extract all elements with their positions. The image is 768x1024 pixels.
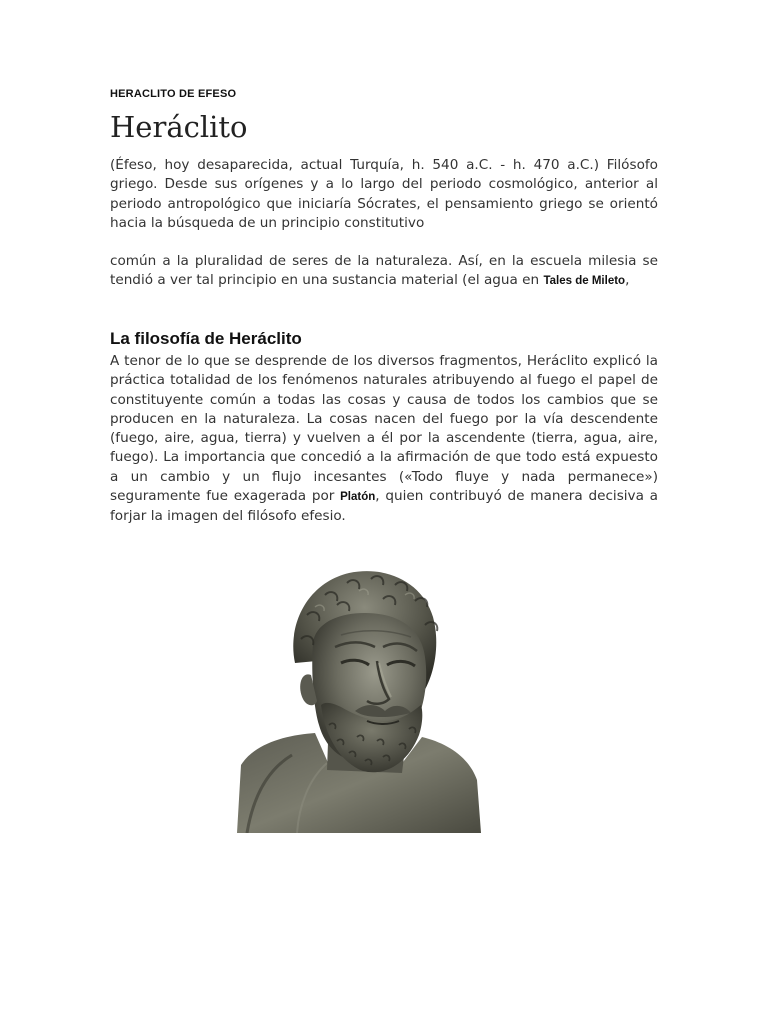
intro-paragraph-1: (Éfeso, hoy desaparecida, actual Turquía, h. 540 a.C. - h. 470 a.C.) Filósofo griego. Desde sus orígenes y a lo largo del periodo cosmológico, anterior al periodo antropológico que iniciaría Sócrates, el pensamiento griego se orientó hacia la búsqueda de un principio constitutivo (110, 157, 658, 231)
intro-paragraph-2-text: común a la pluralidad de seres de la naturaleza. Así, en la escuela milesia se tendió a ver tal principio en una sustancia material (el agua en (110, 253, 658, 289)
tales-de-mileto-link[interactable]: Tales de Mileto (543, 275, 626, 288)
intro-paragraph-2 (110, 252, 658, 292)
intro-paragraph-2-end: , (625, 272, 630, 289)
section-paragraph (110, 352, 658, 527)
heraclitus-bust-image (237, 565, 481, 833)
document-label: HERACLITO DE EFESO (110, 88, 237, 100)
platon-link[interactable]: Platón (340, 491, 376, 504)
section-heading: La filosofía de Heráclito (110, 329, 302, 348)
section-paragraph-text: A tenor de lo que se desprende de los diversos fragmentos, Heráclito explicó la práctica totalidad de los fenómenos naturales atribuyendo al fuego el papel de constituyente común a todas las cosas y causa de todos los cambios que se producen en la naturaleza. La cosas nacen del fuego por la vía descendente (fuego, aire, agua, tierra) y vuelven a él por la ascendente (tierra, agua, aire, fuego). La importancia que concedió a la afirmación de que todo está expuesto a un cambio y un flujo incesantes («Todo fluye y nada permanece») seguramente fue exagerada por (110, 353, 658, 505)
section-paragraph-end: , quien contribuyó de manera decisiva a forjar la imagen del filósofo efesio. (110, 488, 658, 525)
page-title: Heráclito (110, 110, 248, 144)
